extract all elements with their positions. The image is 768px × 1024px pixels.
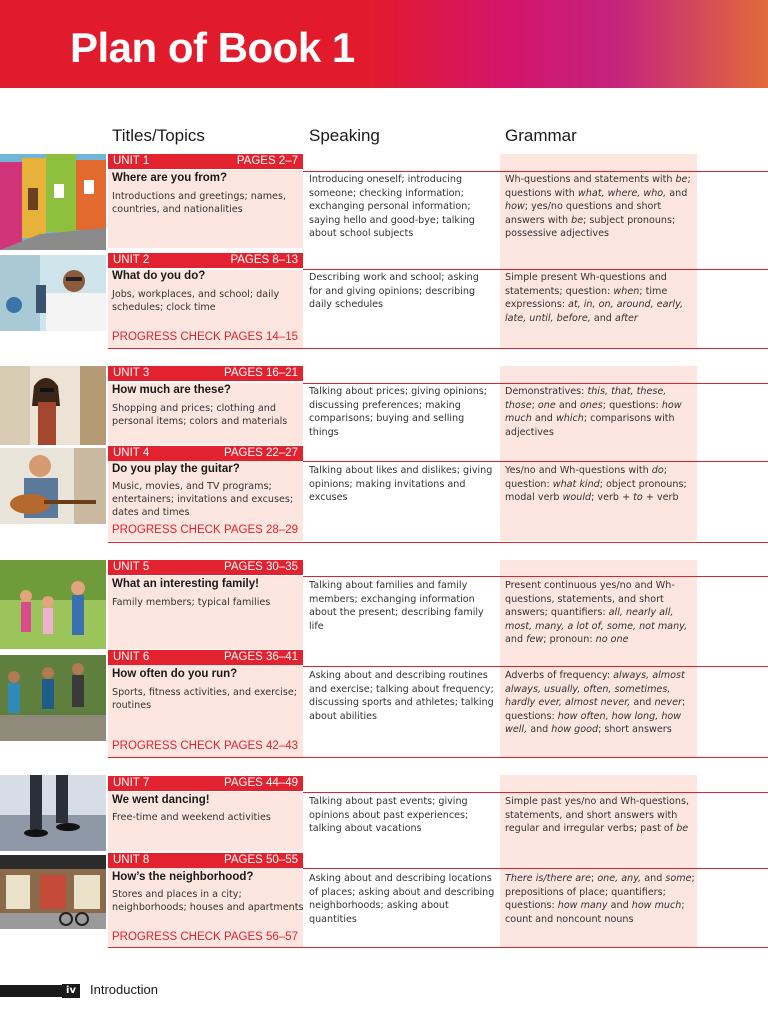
unit-1-photo [0,154,106,250]
row-divider [108,348,768,349]
row-divider [303,269,768,270]
unit-pages: PAGES 22–27 [224,447,298,459]
unit-label: UNIT 5 [113,561,150,573]
row-divider [108,542,768,543]
progress-check-label: PROGRESS CHECK [112,740,221,752]
page-number: iv [62,984,80,998]
progress-check-label: PROGRESS CHECK [112,331,221,343]
unit-grammar: Wh-questions and statements with be; questions with what, where, who, and how; yes/no questions and short answers with be; subject pronouns; possessive adjectives [505,174,691,240]
unit-label: UNIT 7 [113,777,150,789]
progress-check [112,524,298,536]
unit-title: What an interesting family! [112,578,259,590]
unit-topics: Jobs, workplaces, and school; daily schedules; clock time [112,289,280,313]
unit-7-photo [0,775,106,851]
unit-topics: Free-time and weekend activities [112,812,271,823]
unit-grammar: Simple past yes/no and Wh-questions, statements, and short answers with regular and irregular verbs; past of be [505,796,690,835]
unit-speaking: Talking about prices; giving opinions; discussing preferences; making comparisons; buying and selling things [309,386,488,438]
unit-label: UNIT 6 [113,651,150,663]
unit-topics: Sports, fitness activities, and exercise; routines [112,687,297,711]
progress-check [112,931,298,943]
unit-title: Where are you from? [112,172,228,184]
row-divider [303,383,768,384]
unit-bar [108,253,303,268]
unit-title: Do you play the guitar? [112,463,240,475]
unit-bar [108,776,303,791]
unit-grammar: Present continuous yes/no and Wh-questions, statements, and short answers; quantifiers: all, nearly all, most, many, a lot of, some, not many, and few; pronoun: no one [505,580,688,646]
unit-8-photo [0,855,106,929]
row-divider [303,666,768,667]
unit-speaking: Talking about families and family members; exchanging information about the present; describing family life [309,580,484,632]
unit-6-photo [0,655,106,741]
column-heading-titles: Titles/Topics [112,126,205,145]
unit-pages: PAGES 44–49 [224,777,298,789]
progress-check-pages: PAGES 28–29 [224,524,298,536]
unit-grammar: Yes/no and Wh-questions with do; question: what kind; object pronouns; modal verb would; verb + to + verb [505,465,687,504]
unit-label: UNIT 2 [113,254,150,266]
unit-bar [108,366,303,381]
unit-grammar: Demonstratives: this, that, these, those; one and ones; questions: how much and which; comparisons with adjectives [505,386,682,438]
unit-speaking: Asking about and describing routines and exercise; talking about frequency; discussing sports and athletes; talking about abilities [309,670,494,722]
unit-topics: Introductions and greetings; names, countries, and nationalities [112,191,287,215]
unit-grammar: There is/there are; one, any, and some; prepositions of place; quantifiers; questions: how many and how much; count and noncount nouns [505,873,695,925]
unit-label: UNIT 4 [113,447,150,459]
unit-pages: PAGES 16–21 [224,367,298,379]
unit-topics: Stores and places in a city; neighborhoods; houses and apartments [112,889,304,913]
progress-check-pages: PAGES 56–57 [224,931,298,943]
progress-check-pages: PAGES 14–15 [224,331,298,343]
unit-speaking: Introducing oneself; introducing someone; checking information; exchanging personal information; saying hello and good-bye; talking about school subjects [309,174,475,240]
unit-topics: Shopping and prices; clothing and personal items; colors and materials [112,403,288,427]
unit-title: We went dancing! [112,794,210,806]
unit-topics: Music, movies, and TV programs; entertainers; invitations and excuses; dates and times [112,481,294,518]
footer-bar [0,985,62,997]
row-divider [108,947,768,948]
row-divider [303,171,768,172]
unit-title: What do you do? [112,270,206,282]
unit-label: UNIT 8 [113,854,150,866]
unit-title: How’s the neighborhood? [112,871,254,883]
unit-bar [108,853,303,868]
column-heading-grammar: Grammar [505,126,577,145]
unit-bar [108,650,303,665]
unit-speaking: Describing work and school; asking for and giving opinions; describing daily schedules [309,272,479,311]
unit-grammar: Simple present Wh-questions and statements; question: when; time expressions: at, in, on, around, early, late, until, before, and after [505,272,684,324]
unit-3-photo [0,366,106,445]
row-divider [303,792,768,793]
row-divider [303,461,768,462]
unit-pages: PAGES 50–55 [224,854,298,866]
progress-check-label: PROGRESS CHECK [112,931,221,943]
unit-5-photo [0,560,106,649]
unit-bar [108,446,303,461]
unit-pages: PAGES 2–7 [236,155,298,167]
unit-speaking: Asking about and describing locations of places; asking about and describing neighborhoods; asking about quantities [309,873,495,925]
unit-grammar: Adverbs of frequency: always, almost always, usually, often, sometimes, hardly ever, almost never, and never; questions: how often, how long, how well, and how good; short answers [505,670,686,736]
unit-title: How much are these? [112,384,231,396]
unit-2-photo [0,255,106,331]
unit-label: UNIT 3 [113,367,150,379]
unit-pages: PAGES 8–13 [230,254,298,266]
page-title: Plan of Book 1 [70,24,355,71]
unit-bar [108,560,303,575]
progress-check-label: PROGRESS CHECK [112,524,221,536]
unit-bar [108,154,303,169]
row-divider [303,868,768,869]
title-banner [0,0,768,88]
unit-topics: Family members; typical families [112,597,271,608]
footer-section: Introduction [90,982,158,997]
progress-check [112,740,298,752]
column-heading-speaking: Speaking [309,126,380,145]
unit-speaking: Talking about past events; giving opinions about past experiences; talking about vacations [309,796,469,835]
row-divider [108,757,768,758]
unit-speaking: Talking about likes and dislikes; giving opinions; making invitations and excuses [309,465,493,504]
unit-title: How often do you run? [112,668,238,680]
unit-4-photo [0,448,106,524]
row-divider [303,576,768,577]
unit-pages: PAGES 30–35 [224,561,298,573]
progress-check [112,331,298,343]
unit-pages: PAGES 36–41 [224,651,298,663]
progress-check-pages: PAGES 42–43 [224,740,298,752]
unit-label: UNIT 1 [113,155,150,167]
